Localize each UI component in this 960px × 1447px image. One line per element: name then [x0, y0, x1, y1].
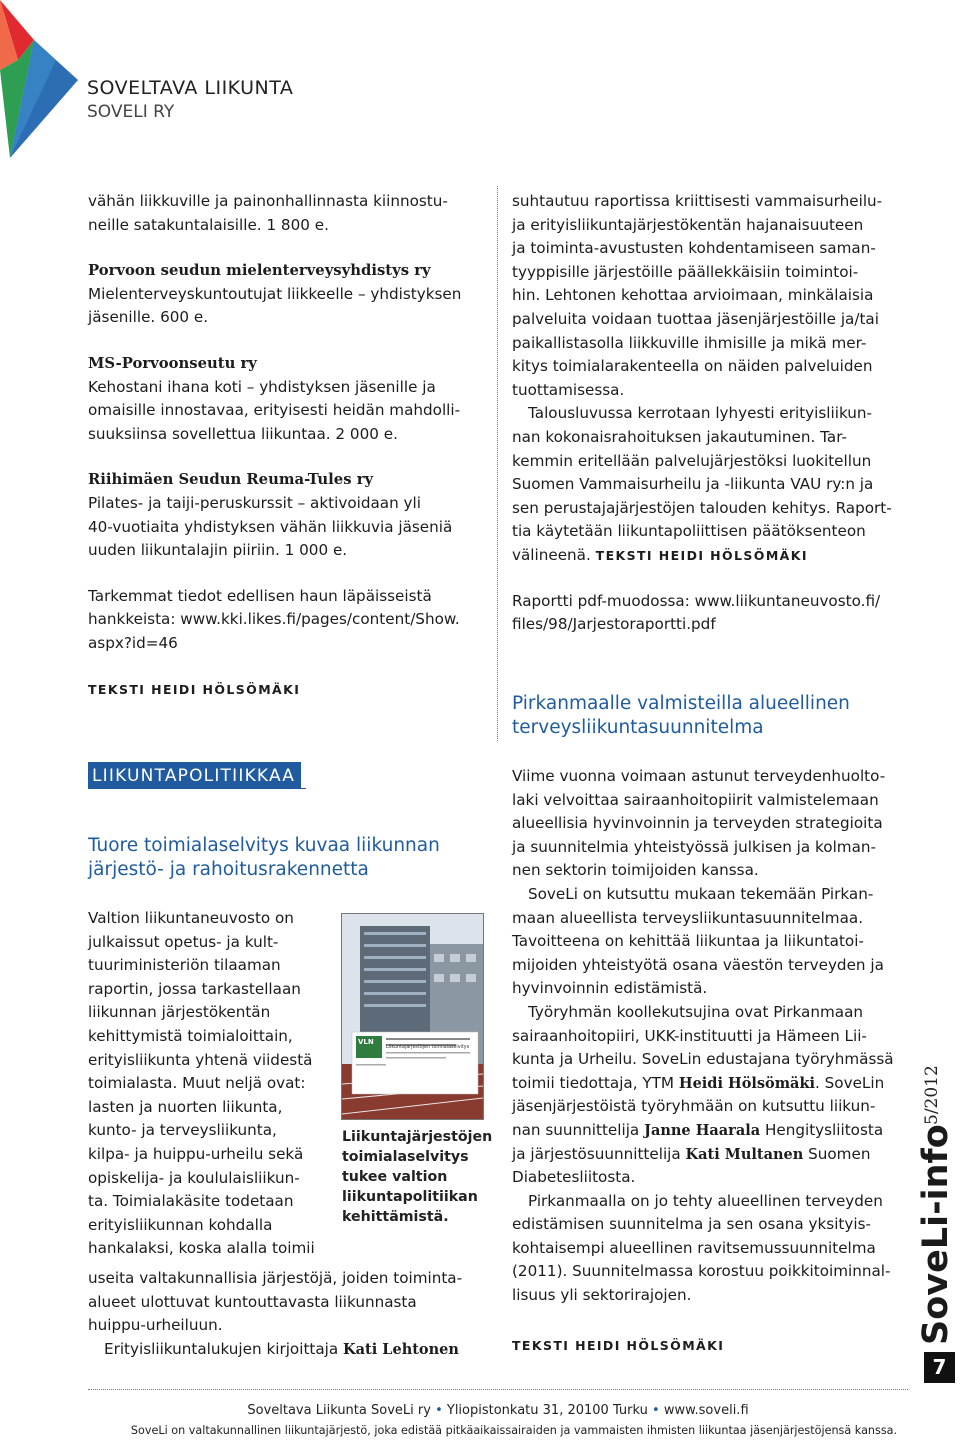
org-name — [87, 77, 293, 122]
a2-text: Suomen — [803, 1144, 871, 1163]
section-label — [88, 762, 301, 789]
footer-website[interactable]: www.soveli.fi — [663, 1403, 749, 1418]
page-number: 7 — [932, 1355, 947, 1379]
article-title-line: järjestö- ja rahoitusrakennetta — [88, 859, 369, 880]
grant-desc-line: jäsenille. 600 e. — [88, 308, 209, 327]
article-body-wide — [88, 1267, 488, 1361]
body-line: tuuriministeriön tilaaman — [88, 956, 281, 975]
body-line: huippu-urheiluun. — [88, 1316, 223, 1335]
footer-address: Yliopistonkatu 31, 20100 Turku — [446, 1403, 648, 1418]
grant-desc-line: Mielenterveyskuntoutujat liikkeelle – yhdistyksen — [88, 284, 462, 303]
body-line: opiskelija- ja koululaisliikun- — [88, 1168, 300, 1187]
a2-line: SoveLi on kutsuttu mukaan tekemään Pirkan- — [528, 884, 874, 903]
footer-bullet: • — [435, 1403, 443, 1418]
a2-text: Hengitysliitosta — [760, 1120, 884, 1139]
org-name-line2: SOVELI RY — [87, 102, 175, 122]
caption-line: Liikuntajärjestöjen — [342, 1129, 493, 1145]
right-line: suhtautuu raportissa kriittisesti vammaisurheilu- — [512, 192, 883, 210]
a2-line — [512, 1072, 912, 1096]
right-line: hin. Lehtonen kehottaa arvioimaan, minkälaisia — [512, 286, 874, 305]
grant-desc-line: Pilates- ja taiji-peruskurssit – aktivoidaan yli — [88, 493, 421, 512]
more-info-line: aspx?id=46 — [88, 633, 178, 652]
a2-text: nan suunnittelija — [512, 1120, 645, 1139]
body-line: erityisliikunta yhtenä viidestä — [88, 1050, 313, 1069]
report-link-line: Raportti pdf-muodossa: www.liikuntaneuvosto.fi/ — [512, 591, 881, 610]
more-info-line: hankkeista: www.kki.likes.fi/pages/content/Show. — [88, 610, 460, 629]
body-line: lasten ja nuorten liikunta, — [88, 1097, 283, 1116]
right-line: kemmin eritellään palvelujärjestöksi luokitellun — [512, 451, 872, 470]
a2-text: ja järjestösuunnittelija — [512, 1144, 686, 1163]
right-line-last — [512, 544, 912, 568]
magazine-name: SoveLi-info — [916, 1124, 956, 1345]
a2-line — [512, 1143, 912, 1167]
a2-line: lisuus yli sektorirajojen. — [512, 1286, 692, 1305]
a2-line: Tavoitteena on kehittää liikuntaa ja liikuntatoi- — [512, 932, 864, 951]
right-line: ja toiminta-avustusten kohdentamiseen saman- — [512, 239, 876, 258]
author-credit-name: Kati Lehtonen — [343, 1340, 459, 1358]
a2-line: alueellisia hyvinvoinnin ja terveyden strategioita — [512, 814, 883, 833]
body-line: ta. Toimialakäsite todetaan — [88, 1192, 294, 1211]
body-line: alueet ulottuvat kuntouttavasta liikunnasta — [88, 1292, 417, 1311]
article2-title — [512, 692, 932, 740]
grant-desc-line: suuksiinsa sovellettua liikuntaa. 2 000 e. — [88, 424, 398, 443]
caption-line: toimialaselvitys — [342, 1149, 469, 1165]
issue-number: 5/2012 — [922, 1065, 942, 1125]
figure-caption — [342, 1127, 492, 1227]
column-divider — [497, 186, 498, 741]
grant-desc-line: uuden liikuntalajin piiriin. 1 000 e. — [88, 541, 348, 560]
right-line: tuottamisessa. — [512, 380, 625, 399]
a2-text: toimii tiedottaja, YTM — [512, 1073, 679, 1092]
right-line: paikallistasolla liikkuville ihmisille ja mikä mer- — [512, 333, 867, 352]
person-name: Heidi Hölsömäki — [678, 1074, 816, 1092]
a2-line — [512, 1119, 912, 1143]
right-line: tyyppisille järjestöille päällekkäisiin toimintoi- — [512, 262, 859, 281]
body-line: kehittymistä toimialoittain, — [88, 1026, 293, 1045]
article2-body — [512, 765, 912, 1357]
cover-title: Liikuntajärjestöjen toimialaselvitys — [386, 1045, 470, 1050]
a2-line: Pirkanmaalla on jo tehty alueellinen terveyden — [528, 1191, 883, 1210]
a2-line: maan alueellista terveysliikuntasuunnitelmaa. — [512, 908, 864, 927]
article2-title-line: terveysliikuntasuunnitelma — [512, 717, 764, 738]
a2-line: Työryhmän koollekutsujina ovat Pirkanmaan — [528, 1002, 864, 1021]
soveli-logo-mark — [0, 0, 82, 160]
footer-line1 — [88, 1403, 908, 1418]
cover-badge: VLN — [358, 1038, 374, 1046]
author-signature: TEKSTI HEIDI HÖLSÖMÄKI — [595, 547, 808, 563]
a2-line: edistämisen suunnitelma ja sen osana yksityis- — [512, 1215, 871, 1234]
a2-line: hyvinvoinnin edistämistä. — [512, 979, 708, 998]
person-name: Janne Haarala — [644, 1121, 761, 1139]
a2-line: kohtaisempi alueellinen ravitsemussuunnitelma — [512, 1238, 876, 1257]
body-line: Valtion liikuntaneuvosto on — [88, 909, 294, 927]
footer-org: Soveltava Liikunta SoveLi ry — [247, 1403, 431, 1418]
body-line: erityisliikunnan kohdalla — [88, 1215, 273, 1234]
article2-title-line: Pirkanmaalle valmisteilla alueellinen — [512, 693, 850, 714]
footer-line2: SoveLi on valtakunnallinen liikuntajärjestö, joka edistää pitkäaikaissairaiden ja vammaisten ihmisten liikuntaa jäsenjärjestöjensä kanssa. — [130, 1424, 898, 1437]
body-line: kilpa- ja huippu-urheilu sekä — [88, 1144, 304, 1163]
a2-line: nen sektorin toimijoiden kanssa. — [512, 861, 759, 880]
body-line: kunto- ja terveysliikunta, — [88, 1121, 277, 1140]
left-column-upper — [88, 190, 488, 701]
section-label-rule — [88, 788, 306, 789]
author-signature: TEKSTI HEIDI HÖLSÖMÄKI — [512, 1337, 725, 1353]
a2-line: ja suunnitelmia yhteistyössä julkisen ja kolman- — [512, 837, 877, 856]
body-line: hankalaksi, koska alalla toimii — [88, 1239, 315, 1258]
right-line: sen perustajajärjestöjen talouden kehitys. Raport- — [512, 498, 892, 517]
author-credit — [88, 1338, 488, 1362]
a2-text: . SoveLin — [815, 1073, 885, 1092]
person-name: Kati Multanen — [685, 1145, 804, 1163]
right-column — [512, 190, 912, 637]
footer-bullet: • — [652, 1403, 660, 1418]
caption-line: liikuntapolitiikan — [342, 1189, 478, 1205]
right-line: ja erityisliikuntajärjestökentän hajanaisuuteen — [512, 215, 864, 234]
body-line: raportin, jossa tarkastellaan — [88, 979, 301, 998]
body-line: liikunnan järjestökentän — [88, 1003, 271, 1022]
grant-org-name: MS-Porvoonseutu ry — [88, 354, 257, 372]
intro-line: neille satakuntalaisille. 1 800 e. — [88, 215, 329, 234]
a2-line: mijoiden yhteistyötä osana väestön terveyden ja — [512, 955, 884, 974]
a2-line: kunta ja Urheilu. SoveLin edustajana työryhmässä — [512, 1050, 894, 1069]
body-line: julkaissut opetus- ja kult- — [88, 932, 279, 951]
caption-line: kehittämistä. — [342, 1209, 449, 1225]
page-number-box — [924, 1352, 955, 1383]
article-title — [88, 834, 488, 882]
a2-line: (2011). Suunnitelmassa korostuu poikkitoiminnal- — [512, 1262, 891, 1281]
article-title-line: Tuore toimialaselvitys kuvaa liikunnan — [88, 835, 440, 856]
grant-desc-line: omaisille innostavaa, erityisesti heidän mahdolli- — [88, 401, 461, 420]
grant-desc-line: Kehostani ihana koti – yhdistyksen jäsenille ja — [88, 377, 436, 396]
a2-line: Diabetesliitosta. — [512, 1168, 636, 1187]
a2-line: sairaanhoitopiiri, UKK-instituutti ja Hämeen Lii- — [512, 1026, 867, 1045]
right-line: tia käytetään liikuntapoliittisen päätöksenteon — [512, 522, 866, 541]
right-line: palveluita voidaan tuottaa jäsenjärjestöille ja/tai — [512, 309, 879, 328]
body-line: toimialasta. Muut neljä ovat: — [88, 1074, 306, 1093]
org-name-line1: SOVELTAVA LIIKUNTA — [87, 77, 294, 99]
right-line: kitys toimialarakenteella on näiden palveluiden — [512, 357, 873, 376]
a2-line: jäsenjärjestöistä työryhmään on kutsuttu liikun- — [512, 1097, 876, 1116]
report-link-line: files/98/Jarjestoraportti.pdf — [512, 615, 716, 634]
article-body — [88, 907, 328, 1261]
right-line: Suomen Vammaisurheilu ja -liikunta VAU ry:n ja — [512, 475, 874, 494]
report-cover-image — [341, 913, 484, 1120]
a2-line: Viime vuonna voimaan astunut terveydenhuolto- — [512, 767, 886, 785]
body-line: useita valtakunnallisia järjestöjä, joiden toiminta- — [88, 1269, 463, 1287]
caption-line: tukee valtion — [342, 1169, 448, 1185]
grant-desc-line: 40-vuotiaita yhdistyksen vähän liikkuvia jäseniä — [88, 517, 453, 536]
more-info-line: Tarkemmat tiedot edellisen haun läpäisseistä — [88, 586, 432, 605]
author-credit-prefix: Erityisliikuntalukujen kirjoittaja — [104, 1339, 344, 1358]
grant-org-name: Riihimäen Seudun Reuma-Tules ry — [88, 471, 374, 489]
intro-line: vähän liikkuville ja painonhallinnasta kiinnostu- — [88, 192, 448, 210]
section-label-text: LIIKUNTAPOLITIIKKAA — [92, 766, 296, 786]
right-line: Talousluvussa kerrotaan lyhyesti erityisliikun- — [528, 404, 873, 423]
right-line: nan kokonaisrahoituksen jakautuminen. Tar- — [512, 427, 847, 446]
a2-line: laki velvoittaa sairaanhoitopiirit valmistelemaan — [512, 790, 879, 809]
grant-org-name: Porvoon seudun mielenterveysyhdistys ry — [88, 262, 431, 280]
building-photo — [342, 914, 483, 1119]
author-signature: TEKSTI HEIDI HÖLSÖMÄKI — [88, 681, 301, 697]
footer-rule — [88, 1389, 908, 1390]
right-line-text: välineenä. — [512, 545, 596, 564]
